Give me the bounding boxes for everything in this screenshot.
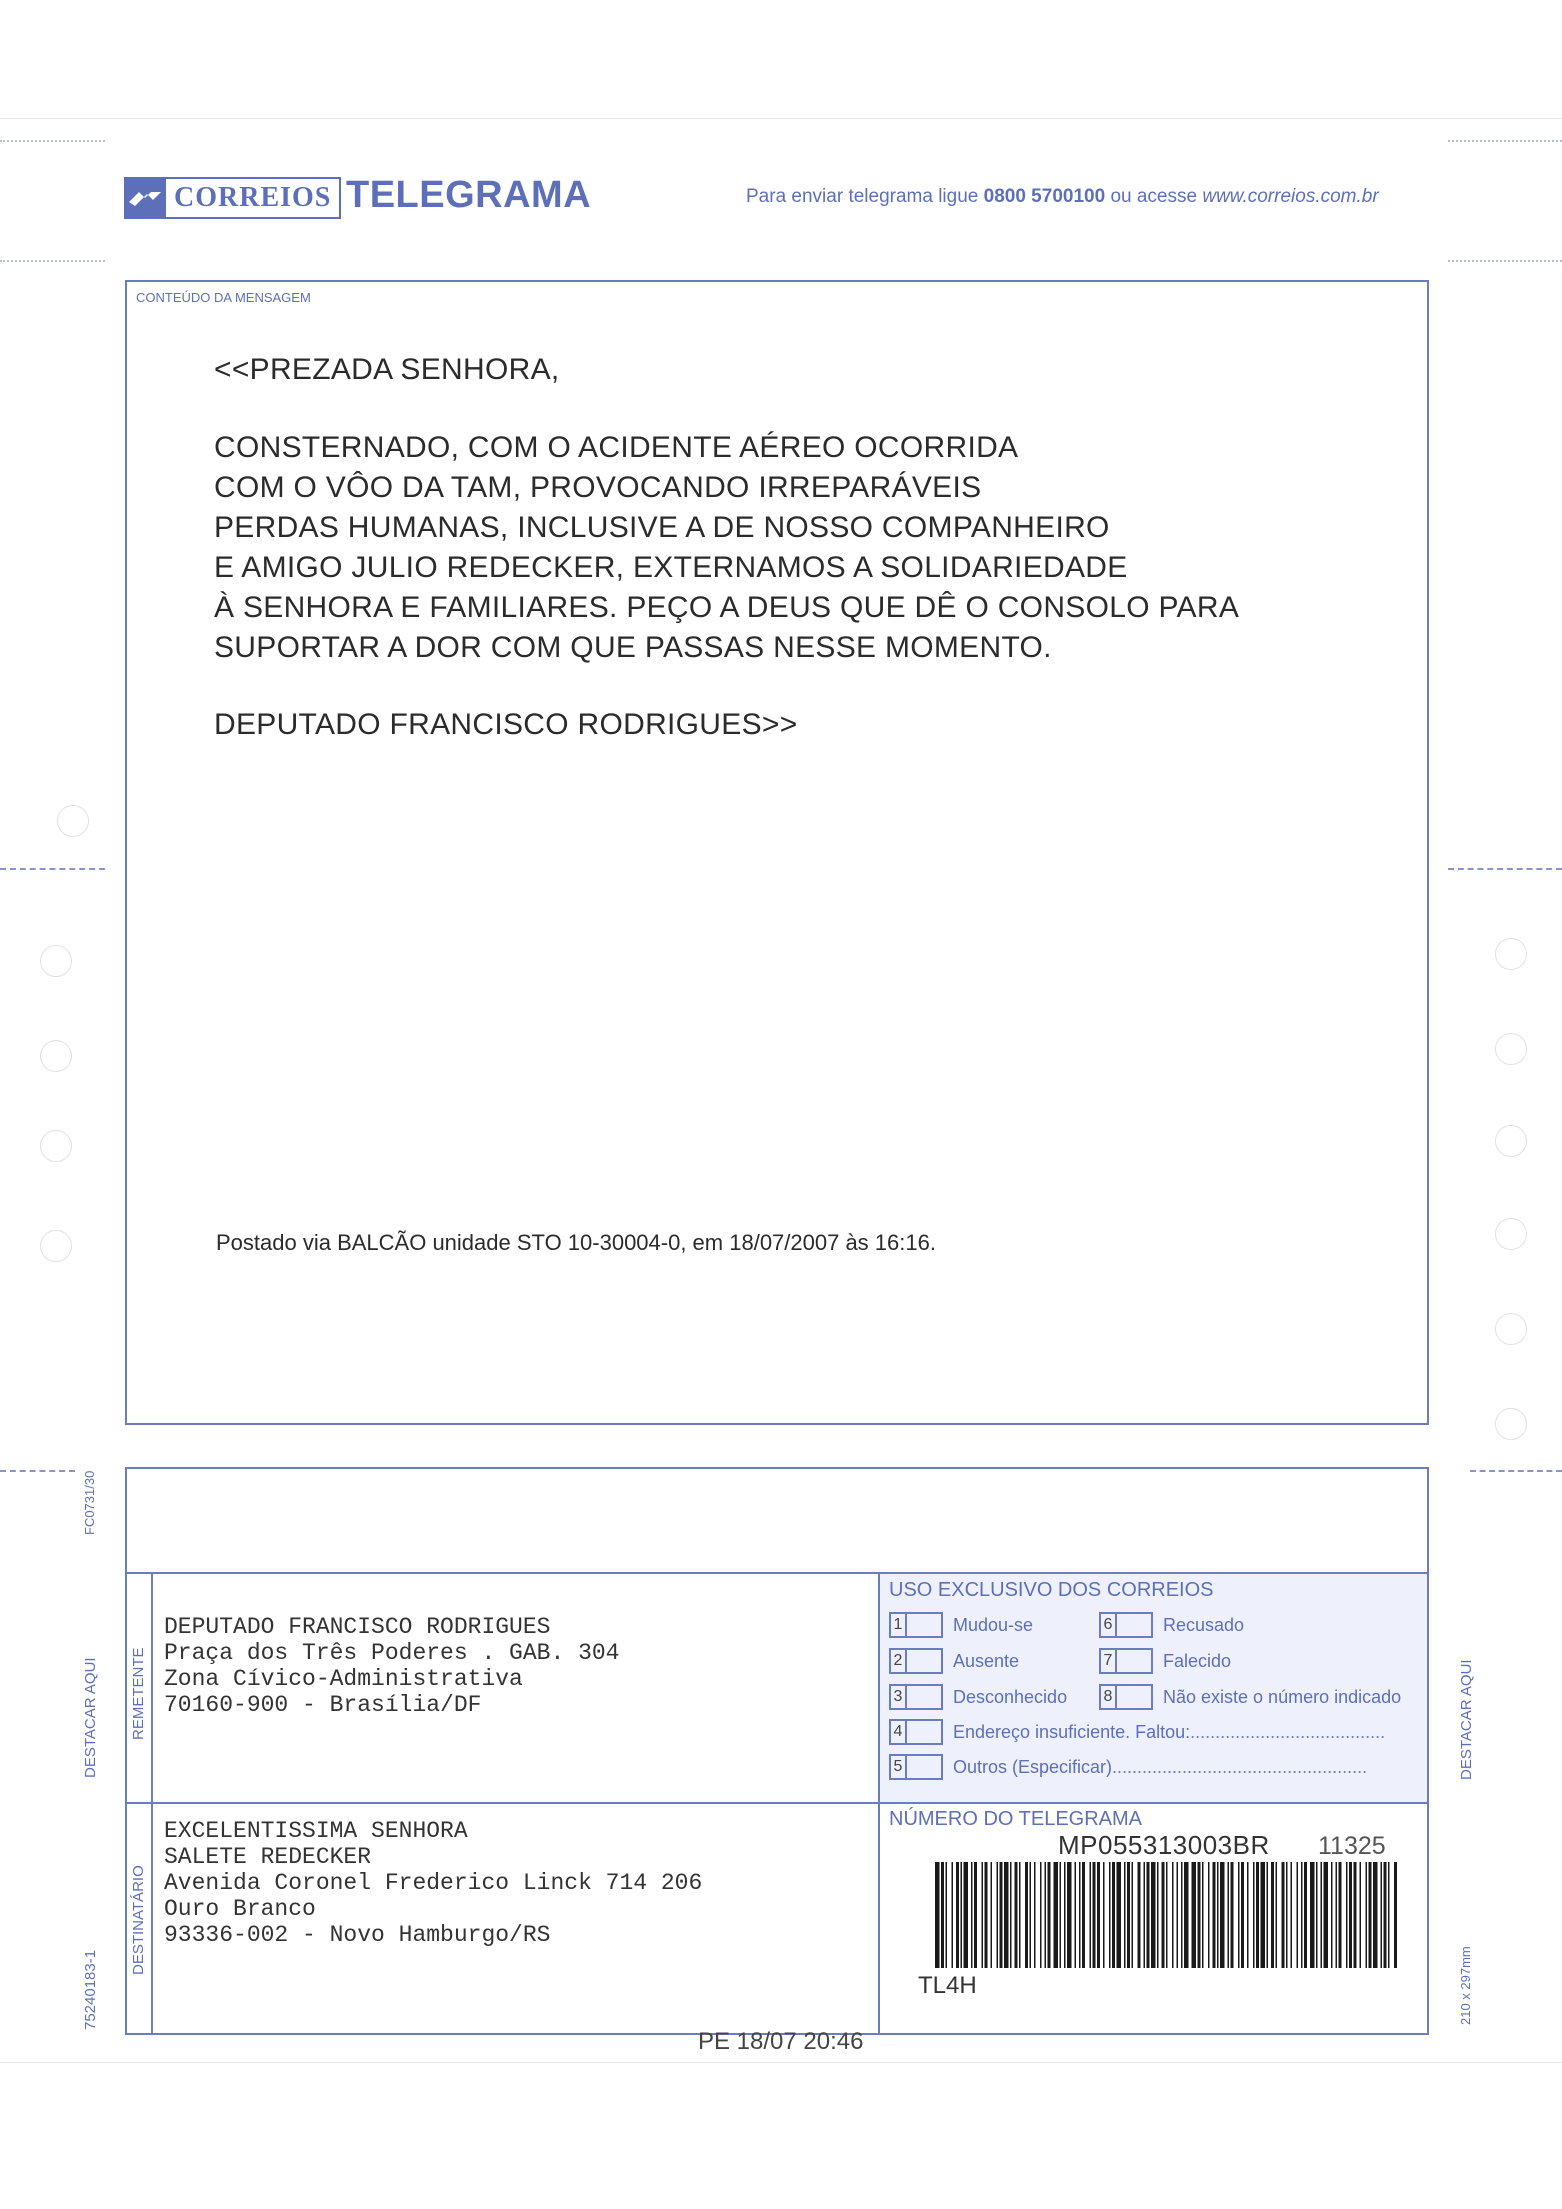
barcode-bar — [1360, 1862, 1362, 1968]
barcode-bar — [1261, 1862, 1266, 1968]
barcode-bar — [946, 1862, 948, 1968]
barcode-bar — [1202, 1862, 1204, 1968]
checkbox[interactable] — [1115, 1684, 1153, 1710]
checkbox[interactable] — [1115, 1648, 1153, 1674]
barcode-bar — [1192, 1862, 1197, 1968]
check-option-8[interactable] — [1099, 1684, 1401, 1710]
check-option-6[interactable] — [1099, 1612, 1244, 1638]
barcode-bar — [1310, 1862, 1315, 1968]
barcode-bar — [1097, 1862, 1100, 1968]
paper-size: 210 x 297mm — [1458, 1946, 1473, 2025]
tear-line-right-1 — [1448, 868, 1562, 870]
option-label: Falecido — [1163, 1650, 1232, 1671]
checkbox[interactable] — [905, 1648, 943, 1674]
barcode-bar — [1157, 1862, 1159, 1968]
barcode-bar — [1109, 1862, 1111, 1968]
option-label: Desconhecido — [953, 1686, 1068, 1707]
checkbox[interactable] — [905, 1684, 943, 1710]
punch-hole — [1495, 938, 1527, 970]
address-mid-divider — [125, 1802, 1429, 1804]
barcode-bar — [1253, 1862, 1255, 1968]
correios-arrow-icon — [124, 177, 166, 219]
barcode-bar — [941, 1862, 944, 1968]
barcode-bar — [1220, 1862, 1225, 1968]
option-number: 6 — [1099, 1612, 1115, 1638]
postal-use-title: USO EXCLUSIVO DOS CORREIOS — [889, 1579, 1214, 1601]
message-salutation: <<PREZADA SENHORA, — [214, 353, 560, 386]
address-label-column — [151, 1572, 153, 2035]
sender-label: REMETENTE — [130, 1647, 147, 1740]
barcode-bar — [982, 1862, 984, 1968]
option-label: Outros (Especificar) — [953, 1756, 1113, 1777]
checkbox[interactable] — [905, 1612, 943, 1638]
barcode-bar — [1045, 1862, 1047, 1968]
sender-address — [164, 1614, 619, 1718]
barcode-bar — [1198, 1862, 1201, 1968]
punch-hole — [40, 1040, 72, 1072]
message-line: COM O VÔO DA TAM, PROVOCANDO IRREPARÁVEIS — [214, 471, 982, 504]
telegram-number-code: MP055313003BR — [1058, 1830, 1270, 1860]
barcode-bar — [1030, 1862, 1032, 1968]
option-number: 3 — [889, 1684, 905, 1710]
website-link[interactable]: www.correios.com.br — [1202, 186, 1379, 207]
barcode-bar — [1301, 1862, 1303, 1968]
barcode-bar — [1019, 1862, 1021, 1968]
barcode-bar — [1048, 1862, 1051, 1968]
barcode-bar — [1147, 1862, 1150, 1968]
correios-wordmark: CORREIOS — [166, 177, 341, 219]
perforation-top-left — [0, 140, 105, 142]
tear-line-right-2 — [1470, 1470, 1562, 1472]
barcode-bar — [1127, 1862, 1130, 1968]
barcode-bar — [1324, 1862, 1329, 1968]
perforation-top-right — [1448, 140, 1562, 142]
page-bottom-edge — [0, 2062, 1562, 2063]
recipient-line: Ouro Branco — [164, 1896, 316, 1922]
barcode-bar — [1079, 1862, 1081, 1968]
checkbox[interactable] — [905, 1719, 943, 1745]
check-option-7[interactable] — [1099, 1648, 1231, 1674]
check-option-5[interactable] — [889, 1754, 1367, 1780]
barcode-bar — [961, 1862, 963, 1968]
page-top-edge — [0, 118, 1562, 119]
barcode-bar — [1267, 1862, 1269, 1968]
barcode-bar — [935, 1862, 940, 1968]
phone-number: 0800 5700100 — [983, 186, 1106, 207]
barcode-bar — [1394, 1862, 1397, 1968]
option-label: Recusado — [1163, 1614, 1245, 1635]
barcode-bar — [971, 1862, 973, 1968]
message-line: E AMIGO JULIO REDECKER, EXTERNAMOS A SOLIDARIEDADE — [214, 551, 1128, 584]
barcode-bar — [1271, 1862, 1274, 1968]
sender-line: DEPUTADO FRANCISCO RODRIGUES — [164, 1614, 551, 1640]
message-signature: DEPUTADO FRANCISCO RODRIGUES>> — [214, 708, 798, 741]
barcode-bar — [1124, 1862, 1126, 1968]
barcode-bar — [1181, 1862, 1183, 1968]
barcode-bar — [1286, 1862, 1288, 1968]
barcode-bar — [1336, 1862, 1338, 1968]
barcode-bar — [952, 1862, 954, 1968]
checkbox[interactable] — [1115, 1612, 1153, 1638]
barcode-bar — [1349, 1862, 1352, 1968]
check-option-3[interactable] — [889, 1684, 1067, 1710]
barcode-bar — [1132, 1862, 1134, 1968]
punch-hole — [1495, 1033, 1527, 1065]
barcode-bar — [1256, 1862, 1259, 1968]
barcode-bar — [1067, 1862, 1072, 1968]
barcode-bar — [974, 1862, 977, 1968]
barcode-bar — [1172, 1862, 1174, 1968]
barcode-bar — [1316, 1862, 1318, 1968]
barcode-bar — [956, 1862, 959, 1968]
message-line: CONSTERNADO, COM O ACIDENTE AÉREO OCORRIDA — [214, 431, 1019, 464]
message-line: PERDAS HUMANAS, INCLUSIVE A DE NOSSO COMPANHEIRO — [214, 511, 1110, 544]
barcode-bar — [1282, 1862, 1285, 1968]
punch-hole — [1495, 1125, 1527, 1157]
recipient-line: 93336-002 - Novo Hamburgo/RS — [164, 1922, 551, 1948]
barcode-bar — [1321, 1862, 1323, 1968]
barcode-bar — [1000, 1862, 1003, 1968]
barcode-bar — [1015, 1862, 1018, 1968]
recipient-label: DESTINATÁRIO — [130, 1865, 147, 1975]
posted-info: Postado via BALCÃO unidade STO 10-30004-0, em 18/07/2007 às 16:16. — [216, 1230, 936, 1255]
option-label: Não existe o número indicado — [1163, 1686, 1402, 1707]
option-number: 7 — [1099, 1648, 1115, 1674]
option-number: 2 — [889, 1648, 905, 1674]
option-label: Endereço insuficiente. Faltou: — [953, 1721, 1191, 1742]
detach-here-left: DESTACAR AQUI — [82, 1657, 99, 1778]
barcode-bar — [1177, 1862, 1179, 1968]
check-option-1[interactable] — [889, 1612, 1033, 1638]
recipient-address — [164, 1818, 702, 1948]
barcode-bar — [1228, 1862, 1230, 1968]
barcode — [935, 1862, 1400, 1968]
barcode-bar — [1040, 1862, 1042, 1968]
barcode-bar — [1103, 1862, 1105, 1968]
barcode-bar — [1151, 1862, 1156, 1968]
punch-hole — [1495, 1313, 1527, 1345]
sender-line: Zona Cívico-Administrativa — [164, 1666, 523, 1692]
barcode-bar — [1384, 1862, 1387, 1968]
barcode-bar — [1093, 1862, 1096, 1968]
barcode-bar — [1075, 1862, 1077, 1968]
tear-line-left-2 — [0, 1470, 75, 1472]
punch-hole — [57, 805, 89, 837]
barcode-bar — [1354, 1862, 1357, 1968]
message-line: SUPORTAR A DOR COM QUE PASSAS NESSE MOMENTO. — [214, 631, 1052, 664]
punch-hole — [1495, 1408, 1527, 1440]
fill-in-dots: ....................................... — [1190, 1721, 1386, 1742]
arrow-mark-icon — [127, 186, 163, 210]
option-label: Mudou-se — [953, 1614, 1034, 1635]
message-body — [214, 428, 1239, 668]
barcode-bar — [1304, 1862, 1307, 1968]
message-section-label: CONTEÚDO DA MENSAGEM — [136, 290, 311, 305]
checkbox[interactable] — [905, 1754, 943, 1780]
barcode-bar — [1291, 1862, 1293, 1968]
barcode-bar — [1241, 1862, 1244, 1968]
barcode-bar — [1247, 1862, 1249, 1968]
recipient-line: Avenida Coronel Frederico Linck 714 206 — [164, 1870, 703, 1896]
barcode-bar — [1331, 1862, 1333, 1968]
perforation-left-2 — [0, 260, 105, 262]
barcode-bar — [1112, 1862, 1115, 1968]
perforation-right-2 — [1448, 260, 1562, 262]
option-number: 4 — [889, 1719, 905, 1745]
barcode-bar — [1034, 1862, 1036, 1968]
option-number: 1 — [889, 1612, 905, 1638]
option-number: 5 — [889, 1754, 905, 1780]
barcode-bar — [1184, 1862, 1189, 1968]
barcode-bar — [1297, 1862, 1299, 1968]
barcode-bar — [1346, 1862, 1348, 1968]
recipient-line: SALETE REDECKER — [164, 1844, 372, 1870]
barcode-bar — [1208, 1862, 1210, 1968]
barcode-bar — [1144, 1862, 1146, 1968]
telegram-title: TELEGRAMA — [346, 174, 592, 216]
punch-hole — [40, 1130, 72, 1162]
barcode-bar — [1231, 1862, 1234, 1968]
info-prefix: Para enviar telegrama ligue — [746, 186, 979, 207]
barcode-bar — [1060, 1862, 1062, 1968]
barcode-bar — [1162, 1862, 1165, 1968]
barcode-bar — [1388, 1862, 1390, 1968]
punch-hole — [40, 1230, 72, 1262]
message-line: À SENHORA E FAMILIARES. PEÇO A DEUS QUE DÊ O CONSOLO PARA — [214, 591, 1240, 624]
barcode-bar — [1117, 1862, 1122, 1968]
check-option-2[interactable] — [889, 1648, 1019, 1674]
barcode-bar — [1238, 1862, 1240, 1968]
header-info — [746, 186, 1379, 208]
correios-logo — [124, 177, 341, 219]
barcode-bar — [1217, 1862, 1219, 1968]
telegram-number-title: NÚMERO DO TELEGRAMA — [889, 1808, 1142, 1830]
punch-hole — [1495, 1218, 1527, 1250]
route-code: TL4H — [918, 1972, 977, 1999]
barcode-bar — [1369, 1862, 1372, 1968]
barcode-bar — [1138, 1862, 1141, 1968]
barcode-bar — [1373, 1862, 1378, 1968]
barcode-bar — [1381, 1862, 1383, 1968]
detach-here-right: DESTACAR AQUI — [1458, 1659, 1475, 1780]
barcode-bar — [1339, 1862, 1342, 1968]
barcode-bar — [1082, 1862, 1085, 1968]
barcode-bar — [1025, 1862, 1028, 1968]
processing-stamp: PE 18/07 20:46 — [698, 2028, 864, 2055]
barcode-bar — [1213, 1862, 1216, 1968]
serial-number: 75240183-1 — [82, 1949, 99, 2030]
option-number: 8 — [1099, 1684, 1115, 1710]
fill-in-dots: ................................................... — [1112, 1756, 1368, 1777]
tear-line-left-1 — [0, 868, 105, 870]
check-option-4[interactable] — [889, 1719, 1385, 1745]
form-code: FC0731/30 — [82, 1470, 97, 1535]
sender-line: Praça dos Três Poderes . GAB. 304 — [164, 1640, 620, 1666]
barcode-bar — [964, 1862, 969, 1968]
telegram-number-extra: 11325 — [1318, 1832, 1386, 1860]
barcode-bar — [1276, 1862, 1278, 1968]
barcode-bar — [1010, 1862, 1012, 1968]
barcode-bar — [991, 1862, 993, 1968]
option-label: Ausente — [953, 1650, 1020, 1671]
sender-line: 70160-900 - Brasília/DF — [164, 1692, 482, 1718]
barcode-bar — [1054, 1862, 1059, 1968]
barcode-bar — [1166, 1862, 1168, 1968]
punch-hole — [40, 945, 72, 977]
barcode-bar — [1004, 1862, 1009, 1968]
info-middle: ou acesse — [1110, 186, 1198, 207]
barcode-bar — [1366, 1862, 1368, 1968]
barcode-bar — [1090, 1862, 1092, 1968]
barcode-bar — [985, 1862, 988, 1968]
barcode-bar — [997, 1862, 999, 1968]
recipient-line: EXCELENTISSIMA SENHORA — [164, 1818, 468, 1844]
barcode-bar — [1064, 1862, 1066, 1968]
